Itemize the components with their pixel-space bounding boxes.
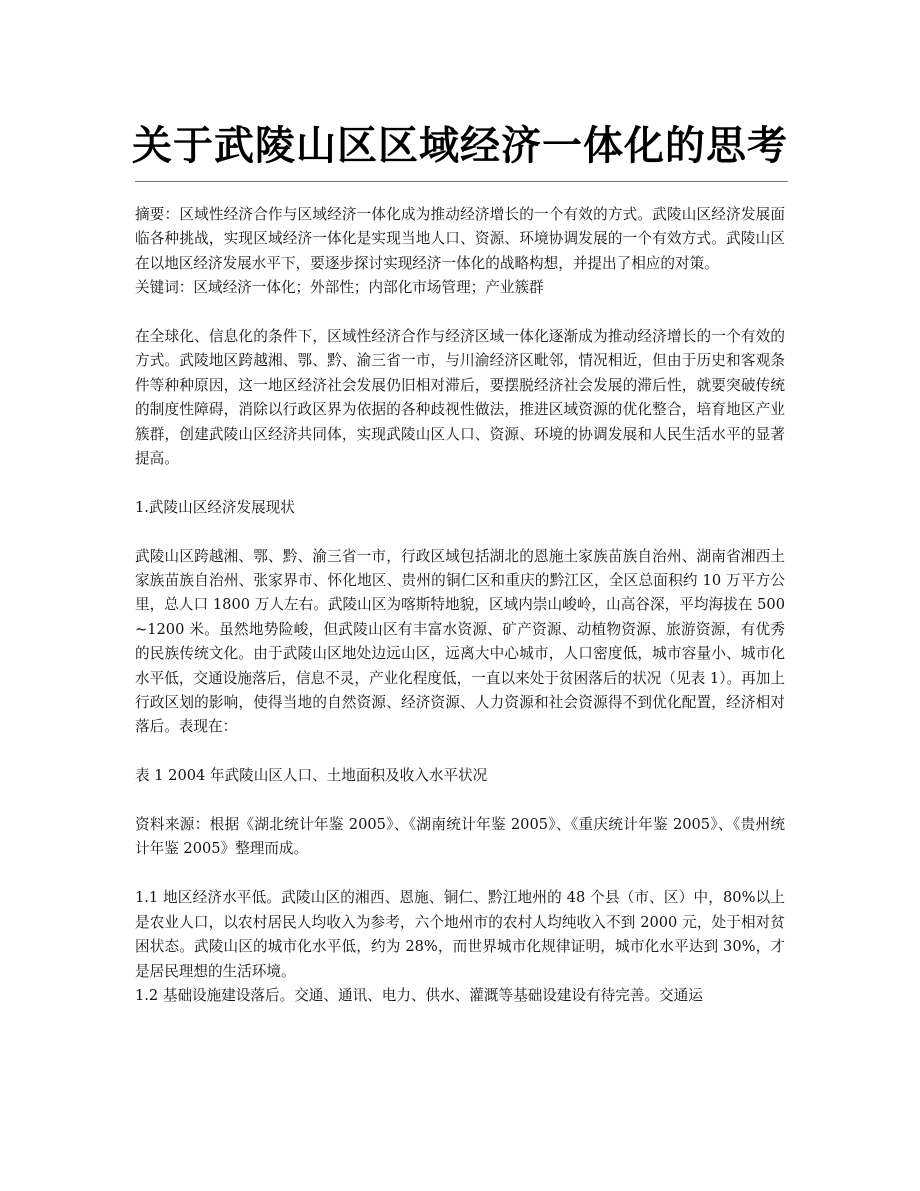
spacer: [135, 862, 785, 886]
spacer: [135, 789, 785, 813]
keywords-line: 关键词：区域经济一体化；外部性；内部化市场管理；产业簇群: [135, 279, 544, 297]
section-1-1-paragraph: 1.1 地区经济水平低。武陵山区的湘西、恩施、铜仁、黔江地州的 48 个县（市、区）中，80%以上是农业人口，以农村居民人均收入为参考，六个地州市的农村人均纯收入不到 2000 元，处于相对贫困状态。武陵山区的城市化水平低，约为 28%，而世界城市化规律证明，城市化水平达到 30%，才是居民理想的生活环境。: [135, 889, 785, 980]
intro-paragraph: 在全球化、信息化的条件下，区域性经济合作与经济区域一体化逐渐成为推动经济增长的一个有效的方式。武陵地区跨越湘、鄂、黔、渝三省一市，与川渝经济区毗邻，情况相近，但由于历史和客观条件等种种原因，这一地区经济社会发展仍旧相对滞后，要摆脱经济社会发展的滞后性，就要突破传统的制度性障碍，消除以行政区界为依据的各种歧视性做法，推进区域资源的优化整合，培育地区产业簇群，创建武陵山区经济共同体，实现武陵山区人口、资源、环境的协调发展和人民生活水平的显著提高。: [135, 328, 785, 468]
spacer: [135, 520, 785, 544]
section-1-heading: 1.武陵山区经济发展现状: [135, 498, 295, 516]
spacer: [135, 740, 785, 764]
title-divider: [135, 181, 788, 182]
data-source-note: 资料来源：根据《湖北统计年鉴 2005》、《湖南统计年鉴 2005》、《重庆统计年鉴 2005》、《贵州统计年鉴 2005》整理而成。: [135, 816, 785, 858]
document-title: 关于武陵山区区域经济一体化的思考: [132, 123, 788, 169]
abstract-paragraph: 摘要：区域性经济合作与区域经济一体化成为推动经济增长的一个有效的方式。武陵山区经济发展面临各种挑战，实现区域经济一体化是实现当地人口、资源、环境协调发展的一个有效方式。武陵山区在以地区经济发展水平下，要逐步探讨实现经济一体化的战略构想，并提出了相应的对策。: [135, 206, 785, 272]
spacer: [135, 301, 785, 325]
spacer: [135, 471, 785, 495]
document-body: [135, 203, 785, 1008]
section-1-paragraph: 武陵山区跨越湘、鄂、黔、渝三省一市，行政区域包括湖北的恩施土家族苗族自治州、湖南省湘西土家族苗族自治州、张家界市、怀化地区、贵州的铜仁区和重庆的黔江区，全区总面积约 10 万平方公里，总人口 1800 万人左右。武陵山区为喀斯特地貌，区域内崇山峻岭，山高谷深，平均海拔在 500~1200 米。虽然地势险峻，但武陵山区有丰富水资源、矿产资源、动植物资源、旅游资源，有优秀的民族传统文化。由于武陵山区地处边远山区，远离大中心城市，人口密度低，城市容量小、城市化水平低，交通设施落后，信息不灵，产业化程度低，一直以来处于贫困落后的状况（见表 1）。再加上行政区划的影响，使得当地的自然资源、经济资源、人力资源和社会资源得不到优化配置，经济相对落后。表现在：: [135, 547, 785, 736]
section-1-2-paragraph: 1.2 基础设施建设落后。交通、通讯、电力、供水、灌溉等基础设建设有待完善。交通运: [135, 986, 703, 1004]
table-caption: 表 1 2004 年武陵山区人口、土地面积及收入水平状况: [135, 767, 488, 785]
